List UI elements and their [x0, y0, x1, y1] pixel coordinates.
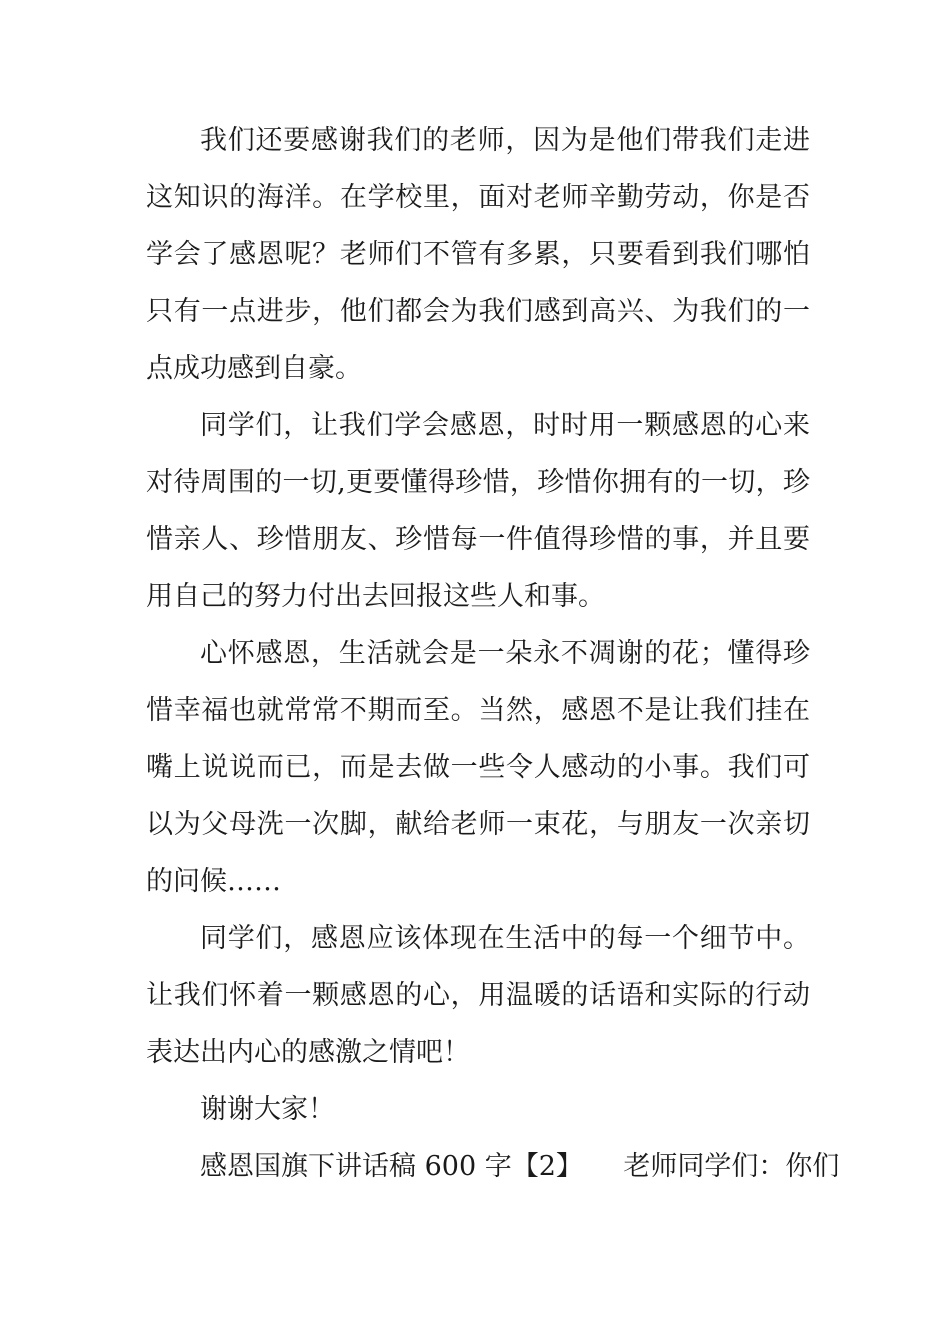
paragraph-learn-gratitude: 同学们，让我们学会感恩，时时用一颗感恩的心来对待周围的一切,更要懂得珍惜，珍惜你拥有的一切，珍惜亲人、珍惜朋友、珍惜每一件值得珍惜的事，并且要用自己的努力付出去回报这些人和事。 — [146, 410, 810, 612]
paragraph-grateful-heart: 心怀感恩，生活就会是一朵永不凋谢的花；懂得珍惜幸福也就常常不期而至。当然，感恩不是让我们挂在嘴上说说而已，而是去做一些令人感动的小事。我们可以为父母洗一次脚，献给老师一束花，与朋友一次亲切的问候…… — [146, 638, 810, 897]
paragraph-every-detail: 同学们，感恩应该体现在生活中的每一个细节中。让我们怀着一颗感恩的心，用温暖的话语和实际的行动表达出内心的感激之情吧！ — [146, 923, 810, 1068]
paragraph-thanks-teachers: 我们还要感谢我们的老师，因为是他们带我们走进这知识的海洋。在学校里，面对老师辛勤劳动，你是否学会了感恩呢？老师们不管有多累，只要看到我们哪怕只有一点进步，他们都会为我们感到高兴、为我们的一点成功感到自豪。 — [146, 125, 810, 384]
document-body — [146, 112, 840, 1195]
paragraph-next-speech-heading: 感恩国旗下讲话稿 600 字【2】 老师同学们：你们 — [200, 1151, 840, 1182]
paragraph-thank-you: 谢谢大家！ — [200, 1094, 335, 1125]
